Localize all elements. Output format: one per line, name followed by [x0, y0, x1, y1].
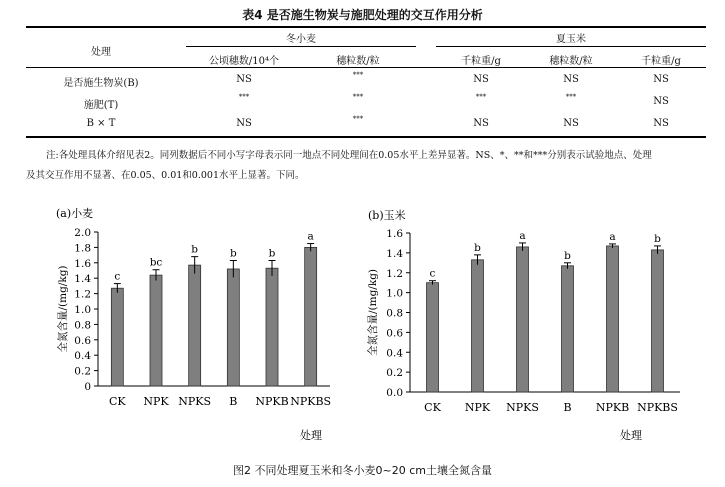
y-tick-label: 1.2: [74, 288, 91, 301]
note-line-2: 及其交互作用不显著、在0.05、0.01和0.001水平上显著。下同。: [26, 170, 305, 181]
y-tick-label: 0.6: [74, 334, 91, 347]
bar: [427, 283, 439, 392]
y-tick-label: 0.8: [386, 307, 403, 320]
table-cell: NS: [563, 118, 579, 129]
x-tick-label: NPKB: [595, 401, 630, 414]
significance-letter: b: [191, 243, 199, 256]
y-tick-label: 1.6: [386, 228, 403, 240]
table-cell: NS: [473, 74, 489, 85]
y-axis-label: 全氮含量/(mg/kg): [367, 268, 379, 357]
y-tick-label: 0.6: [386, 327, 403, 340]
y-axis-label: 全氮含量/(mg/kg): [57, 265, 69, 353]
significance-letter: b: [229, 247, 237, 260]
significance-letter: c: [429, 267, 436, 280]
figure-caption: 图2 不同处理夏玉米和冬小麦0~20 cm土壤全氮含量: [233, 464, 492, 477]
y-tick-label: 0.0: [386, 387, 403, 399]
x-tick-label: NPKBS: [290, 395, 332, 408]
header-group-wheat: 冬小麦: [286, 34, 316, 45]
significance-letter: c: [114, 270, 121, 283]
x-tick-label: B: [563, 401, 572, 414]
table-bottom-rule: [26, 136, 706, 138]
row-label: 施肥(T): [83, 100, 119, 111]
bar: [562, 266, 574, 392]
significance-letter: b: [474, 241, 481, 254]
significance-letter: a: [307, 230, 314, 243]
chart-title: (a)小麦: [56, 207, 94, 220]
x-tick-label: NPKS: [506, 401, 539, 414]
y-tick-label: 1.0: [386, 287, 403, 300]
bar: [472, 260, 484, 392]
table-cell: ***: [475, 93, 487, 101]
y-tick-label: 1.4: [74, 273, 91, 286]
bar: [227, 269, 239, 386]
bar: [111, 288, 123, 386]
bar: [150, 275, 162, 386]
y-tick-label: 0.4: [74, 350, 91, 363]
bar: [266, 268, 278, 386]
table-caption: 表4 是否施生物炭与施肥处理的交互作用分析: [242, 8, 483, 22]
significance-letter: bc: [149, 256, 163, 269]
header-col: 千粒重/g: [461, 56, 501, 67]
x-tick-label: NPKBS: [637, 401, 678, 414]
bar: [607, 246, 619, 392]
row-label: B × T: [86, 118, 116, 129]
y-tick-label: 1.2: [386, 267, 403, 280]
x-axis-label: 处理: [300, 429, 322, 442]
x-tick-label: NPK: [143, 395, 169, 408]
x-tick-label: NPKS: [178, 395, 212, 408]
significance-letter: a: [609, 230, 616, 243]
table-cell: NS: [563, 74, 579, 85]
table-cell: ***: [352, 93, 364, 101]
header-col: 穗粒数/粒: [549, 56, 593, 67]
chart-title: (b)玉米: [368, 209, 406, 222]
y-tick-label: 0.2: [74, 365, 91, 378]
bar: [517, 247, 529, 392]
bar: [652, 250, 664, 392]
table-cell: NS: [653, 96, 669, 107]
header-col: 穗粒数/粒: [336, 56, 380, 67]
table-cell: NS: [236, 74, 252, 85]
y-tick-label: 2.0: [74, 227, 91, 239]
group-rule-wheat: [186, 46, 416, 47]
x-tick-label: NPK: [464, 401, 491, 414]
bar: [305, 247, 317, 386]
x-tick-label: CK: [424, 401, 441, 414]
wheat-total-nitrogen-chart: [0, 200, 362, 455]
table-cell: NS: [473, 118, 489, 129]
bar: [189, 265, 201, 386]
significance-letter: b: [268, 247, 276, 260]
significance-letter: b: [654, 232, 661, 245]
table-cell: NS: [236, 118, 252, 129]
y-tick-label: 1.8: [74, 242, 91, 255]
header-col: 公顷穗数/10⁴个: [208, 56, 280, 67]
table-cell: NS: [653, 74, 669, 85]
y-tick-label: 0.2: [386, 367, 403, 380]
y-tick-label: 1.4: [386, 247, 403, 260]
y-tick-label: 0: [84, 381, 91, 393]
y-tick-label: 0.8: [74, 319, 91, 332]
table-top-rule: [26, 26, 706, 28]
maize-total-nitrogen-chart: [362, 200, 725, 455]
group-rule-maize: [436, 46, 706, 47]
table-cell: NS: [653, 118, 669, 129]
header-group-maize: 夏玉米: [556, 34, 586, 45]
y-tick-label: 1.6: [74, 257, 91, 270]
x-axis-label: 处理: [620, 429, 642, 442]
note-line-1: 注:各处理具体介绍见表2。同列数据后不同小写字母表示同一地点不同处理间在0.05水平上差异显著。NS、*、**和***分别表示试验地点、处理: [46, 150, 652, 161]
x-tick-label: NPKB: [255, 395, 289, 408]
header-row-label: 处理: [91, 47, 111, 58]
table-cell: ***: [238, 93, 250, 101]
x-tick-label: B: [229, 395, 238, 408]
table-cell: ***: [565, 93, 577, 101]
table-cell: ***: [352, 115, 364, 123]
header-col: 千粒重/g: [641, 56, 681, 67]
table-cell: ***: [352, 71, 364, 79]
table-note: [26, 146, 706, 186]
y-tick-label: 1.0: [74, 304, 91, 316]
significance-letter: b: [564, 249, 571, 262]
x-tick-label: CK: [109, 395, 126, 408]
row-label: 是否施生物炭(B): [63, 78, 139, 89]
y-tick-label: 0.4: [386, 347, 403, 360]
significance-letter: a: [519, 229, 526, 242]
table-header-rule: [26, 67, 706, 68]
